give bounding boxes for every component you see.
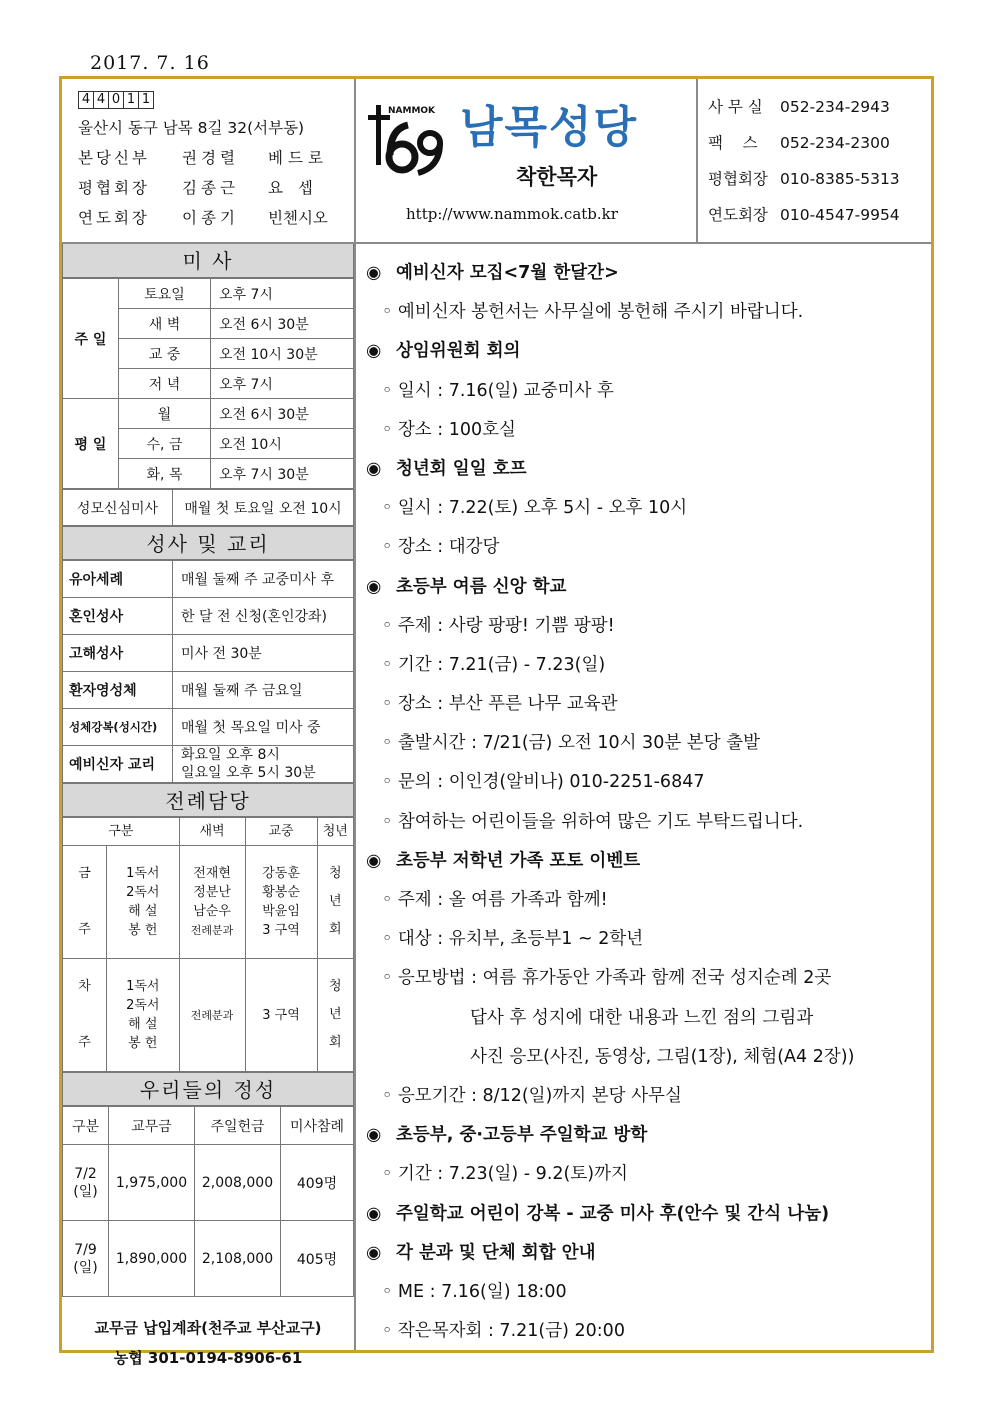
zip-digit: 0 [108,91,124,109]
news-heading: ◉ 상임위원회 회의 [366,332,931,371]
bullet-icon: ◉ [366,458,382,479]
contact-row: 연도회장 010-4547-9954 [708,206,900,224]
bullet-icon: ◉ [366,576,382,597]
news-item: ◦ 주제 : 사랑 팡팡! 기쁨 팡팡! [382,615,615,636]
staff-row: 연도회장 이종기 빈첸시오 [78,209,328,227]
news-item: ◦ ME : 7.16(일) 18:00 [382,1281,567,1302]
contact-row: 평협회장 010-8385-5313 [708,170,900,188]
contact-block [698,79,931,244]
news-item: 사진 응모(사진, 동영상, 그림(1장), 체험(A4 2장)) [470,1046,855,1067]
news-item: ◦ 문의 : 이인경(알비나) 010-2251-6847 [382,772,705,793]
sacrament-table: 유아세례 매월 둘째 주 교중미사 후 혼인성사 한 달 전 신청(혼인강좌) 고해성사 미사 전 30분 환자영성체 매월 둘째 주 금요일 성체강복(성시간) 매월 첫 목요일 미사 중 예비신자 교리 화요일 오후 8시 일요일 오후 5시 30분 [62,560,354,783]
news-item: ◦ 주제 : 올 여름 가족과 함께! [382,890,608,910]
bulletin-frame [59,76,934,1367]
zip-code [78,91,354,109]
news-heading: ◉ 청년회 일일 호프 [366,450,931,489]
account-number: 농협 301-0194-8906-61 [113,1349,303,1367]
bullet-icon: ◉ [366,850,382,871]
news-item: ◦ 작은목자회 : 7.21(금) 20:00 [382,1321,625,1342]
news-item: ◦ 대상 : 유치부, 초등부1 ~ 2학년 [382,929,644,950]
zip-digit: 4 [78,91,94,109]
bulletin-date: 2017. 7. 16 [90,52,210,74]
sunday-label: 주 일 [63,279,119,399]
news-item: ◦ 일시 : 7.16(일) 교중미사 후 [382,380,614,401]
bullet-icon: ◉ [366,1242,382,1263]
header [62,79,931,244]
sacrament-title: 성사 및 교리 [62,526,354,560]
staff-row: 평협회장 김종근 요 셉 [78,179,318,197]
bullet-icon: ◉ [366,1203,382,1224]
weekday-label: 평 일 [63,399,119,489]
parish-url[interactable]: http://www.nammok.catb.kr [406,205,618,223]
news-heading: ◉ 초등부, 중·고등부 주일학교 방학 [366,1116,931,1155]
address-block [62,79,354,244]
parish-title: 남목성당 [460,102,639,153]
news-heading: ◉ 초등부 저학년 가족 포토 이벤트 [366,842,931,881]
news-item: 답사 후 성지에 대한 내용과 느낀 점의 그림과 [470,1007,814,1028]
zip-digit: 1 [138,91,154,109]
mass-table: 주 일 토요일 오후 7시 새 벽 오전 6시 30분 교 중 오전 10시 30분 저 녁 오후 7시 평 일 월 오전 6시 30분 수, 금 오전 10시 화, 목 오후 7시 30분 [62,278,354,489]
news-heading: ◉ 예비신자 모집<7월 한달간> [366,254,931,293]
news-item: ◦ 출발시간 : 7/21(금) 오전 10시 30분 본당 출발 [382,733,760,754]
liturgy-table: 구분 새벽 교중 청년 금 주 1독서 2독서 해 설 봉 헌 전재현 정분난 남순우 전례분과 강동훈 황봉순 박윤임 3 구역 청 년 회 차 주 1독서 2독서 해 설 봉 헌 전례분과 3 구역 청 년 회 [62,817,354,1072]
news-item: ◦ 장소 : 대강당 [382,537,500,558]
news-column [354,244,931,1350]
staff-row: 본당신부 권경렬 베드로 [78,149,328,167]
contact-row: 사 무 실 052-234-2943 [708,98,890,116]
zip-digit: 4 [93,91,109,109]
zip-digit: 1 [123,91,139,109]
address: 울산시 동구 남목 8길 32(서부동) [78,119,305,137]
news-item: ◦ 응모기간 : 8/12(일)까지 본당 사무실 [382,1085,682,1106]
news-item: ◦ 참여하는 어린이들을 위하여 많은 기도 부탁드립니다. [382,811,804,832]
news-item: ◦ 장소 : 부산 푸른 나무 교육관 [382,694,618,715]
news-heading: ◉ 초등부 여름 신앙 학교 [366,568,931,607]
news-item: ◦ 일시 : 7.22(토) 오후 5시 - 오후 10시 [382,498,688,519]
bullet-icon: ◉ [366,263,382,283]
offering-table: 구분 교무금 주일헌금 미사참례 7/2 (일) 1,975,000 2,008,000 409명 7/9 (일) 1,890,000 2,108,000 405명 [62,1106,354,1297]
mass-title: 미 사 [62,244,354,278]
news-list [356,244,931,1351]
svg-text:NAMMOK: NAMMOK [388,106,436,116]
account-info [62,1297,354,1373]
offering-title: 우리들의 정성 [62,1072,354,1106]
parish-subtitle: 착한목자 [516,165,598,189]
news-item: ◦ 기간 : 7.21(금) - 7.23(일) [382,654,606,675]
special-mass-table: 성모신심미사 매월 첫 토요일 오전 10시 [62,489,354,526]
bullet-icon: ◉ [366,1125,382,1146]
news-item: ◦ 기간 : 7.23(일) - 9.2(토)까지 [382,1164,628,1185]
news-heading: ◉ 주일학교 어린이 강복 - 교중 미사 후(안수 및 간식 나눔) [366,1195,931,1234]
parish-brand [356,79,696,244]
news-item: ◦ 예비신자 봉헌서는 사무실에 봉헌해 주시기 바랍니다. [382,302,804,323]
news-item: ◦ 응모방법 : 여름 휴가동안 가족과 함께 전국 성지순례 2곳 [382,968,832,989]
liturgy-title: 전례담당 [62,783,354,817]
news-item: ◦ 장소 : 100호실 [382,419,516,440]
account-title: 교무금 납입계좌(천주교 부산교구) [94,1319,322,1337]
parish-logo [368,99,448,179]
bullet-icon: ◉ [366,341,382,362]
contact-row: 팩 스 052-234-2300 [708,134,890,152]
left-column [62,244,354,1367]
news-heading: ◉ 각 분과 및 단체 회합 안내 [366,1234,931,1273]
